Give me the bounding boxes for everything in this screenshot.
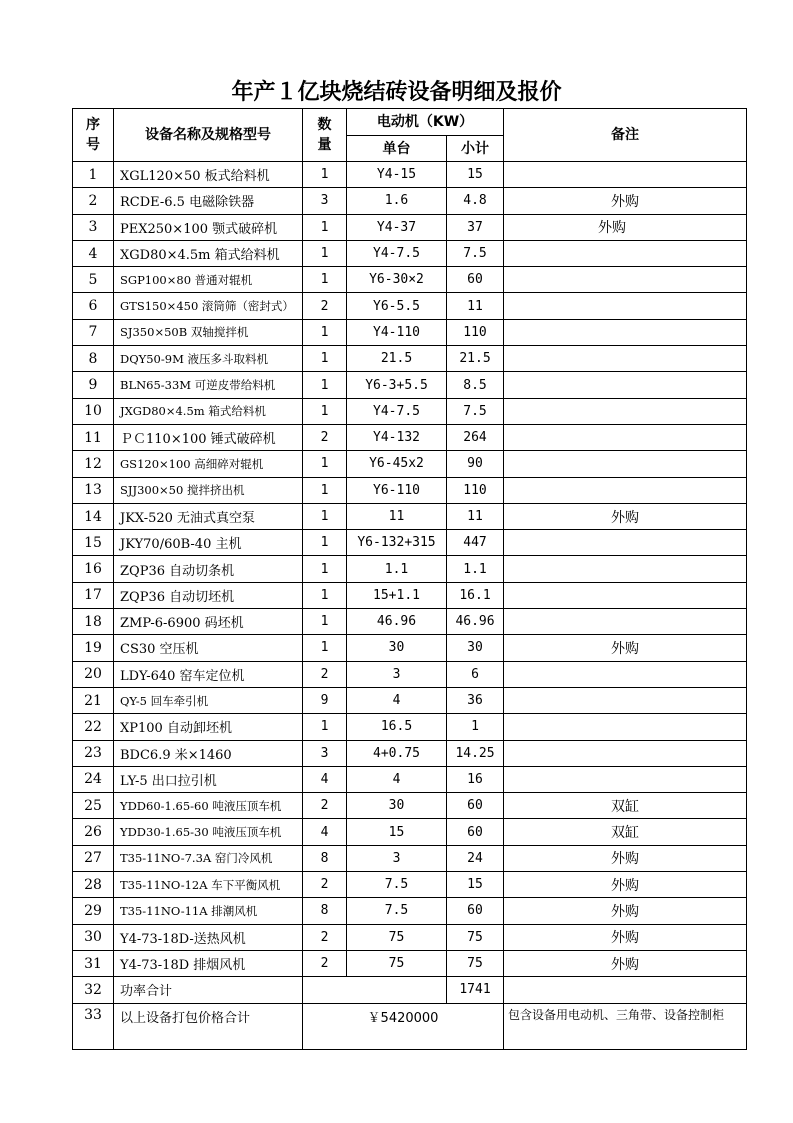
cell-name: YDD30-1.65-30 吨液压顶车机	[114, 819, 303, 845]
cell-no: 5	[73, 267, 114, 293]
cell-sub: 16	[447, 766, 504, 792]
table-row	[73, 372, 747, 398]
cell-name: DQY50-9M 液压多斗取料机	[114, 346, 303, 372]
cell-sub: 24	[447, 845, 504, 871]
table-body	[73, 162, 747, 1050]
table-row	[73, 609, 747, 635]
header-motor: 电动机（KW）	[347, 109, 504, 136]
cell-name: JKX-520 无油式真空泵	[114, 503, 303, 529]
header-qty-text: 数量	[317, 117, 332, 153]
cell-qty: 1	[303, 477, 347, 503]
cell-note: 外购	[504, 845, 747, 871]
header-remark: 备注	[504, 109, 747, 162]
cell-sub: 447	[447, 530, 504, 556]
cell-note	[504, 556, 747, 582]
cell-sub: 16.1	[447, 582, 504, 608]
cell-no: 33	[73, 1003, 114, 1049]
cell-unit: 4+0.75	[347, 740, 447, 766]
cell-qty: 8	[303, 898, 347, 924]
cell-unit: Y4-15	[347, 162, 447, 188]
table-row	[73, 319, 747, 345]
cell-sub: 264	[447, 424, 504, 450]
cell-unit: 21.5	[347, 346, 447, 372]
cell-note	[504, 267, 747, 293]
table-row	[73, 240, 747, 266]
cell-qty: 2	[303, 424, 347, 450]
table-row	[73, 582, 747, 608]
cell-qty: 1	[303, 346, 347, 372]
table-row	[73, 162, 747, 188]
cell-sub: 21.5	[447, 346, 504, 372]
table-row	[73, 714, 747, 740]
cell-name: ZMP-6-6900 码坯机	[114, 609, 303, 635]
price-total-value: ￥5420000	[303, 1003, 504, 1049]
cell-sub: 30	[447, 635, 504, 661]
cell-sub: 11	[447, 293, 504, 319]
cell-name: ＰＣ110×100 锤式破碎机	[114, 424, 303, 450]
equipment-table	[72, 108, 747, 1050]
table-row	[73, 398, 747, 424]
cell-qty: 3	[303, 188, 347, 214]
cell-qty: 4	[303, 766, 347, 792]
header-qty	[303, 109, 347, 162]
cell-name: RCDE-6.5 电磁除铁器	[114, 188, 303, 214]
cell-no: 25	[73, 793, 114, 819]
document-title: 年产１亿块烧结砖设备明细及报价	[231, 80, 562, 105]
cell-name: CS30 空压机	[114, 635, 303, 661]
cell-name: LDY-640 窑车定位机	[114, 661, 303, 687]
cell-qty: 3	[303, 740, 347, 766]
cell-note	[504, 293, 747, 319]
cell-note: 外购	[504, 214, 747, 240]
cell-qty: 1	[303, 240, 347, 266]
table-row	[73, 556, 747, 582]
power-total-label: 功率合计	[114, 977, 303, 1003]
cell-sub: 8.5	[447, 372, 504, 398]
table-row	[73, 845, 747, 871]
cell-sub: 75	[447, 950, 504, 976]
cell-note	[504, 319, 747, 345]
cell-unit: 75	[347, 924, 447, 950]
cell-name: ZQP36 自动切坯机	[114, 582, 303, 608]
cell-no: 20	[73, 661, 114, 687]
cell-sub: 37	[447, 214, 504, 240]
cell-note: 外购	[504, 635, 747, 661]
cell-no: 26	[73, 819, 114, 845]
cell-note	[504, 477, 747, 503]
cell-sub: 15	[447, 872, 504, 898]
cell-unit: Y6-132+315	[347, 530, 447, 556]
cell-name: T35-11NO-11A 排潮风机	[114, 898, 303, 924]
cell-no: 2	[73, 188, 114, 214]
cell-qty: 1	[303, 319, 347, 345]
header-row-1	[73, 109, 747, 136]
cell-unit: Y4-7.5	[347, 398, 447, 424]
header-seq	[73, 109, 114, 162]
table-row	[73, 214, 747, 240]
cell-qty: 2	[303, 950, 347, 976]
cell-unit: 1.1	[347, 556, 447, 582]
cell-qty: 2	[303, 293, 347, 319]
header-seq-text: 序号	[86, 117, 100, 153]
table-row	[73, 346, 747, 372]
cell-no: 10	[73, 398, 114, 424]
cell-sub: 90	[447, 451, 504, 477]
cell-unit: Y4-37	[347, 214, 447, 240]
table-row	[73, 293, 747, 319]
cell-note: 外购	[504, 898, 747, 924]
cell-note: 外购	[504, 950, 747, 976]
cell-note	[504, 372, 747, 398]
cell-name: GTS150×450 滚筒筛（密封式）	[114, 293, 303, 319]
cell-qty: 1	[303, 609, 347, 635]
table-row	[73, 898, 747, 924]
cell-note	[504, 530, 747, 556]
cell-name: LY-5 出口拉引机	[114, 766, 303, 792]
cell-name: Y4-73-18D 排烟风机	[114, 950, 303, 976]
table-row	[73, 451, 747, 477]
cell-note	[504, 424, 747, 450]
cell-name: Y4-73-18D-送热风机	[114, 924, 303, 950]
table-row	[73, 424, 747, 450]
cell-name: T35-11NO-7.3A 窑门冷风机	[114, 845, 303, 871]
cell-qty: 9	[303, 687, 347, 713]
cell-qty: 1	[303, 398, 347, 424]
cell-name: QY-5 回车牵引机	[114, 687, 303, 713]
cell-qty: 2	[303, 924, 347, 950]
table-row	[73, 267, 747, 293]
cell-sub: 60	[447, 267, 504, 293]
cell-sub: 46.96	[447, 609, 504, 635]
cell-note	[504, 766, 747, 792]
cell-unit: 30	[347, 635, 447, 661]
cell-sub: 7.5	[447, 398, 504, 424]
cell-sub: 7.5	[447, 240, 504, 266]
cell-note	[504, 451, 747, 477]
header-name: 设备名称及规格型号	[114, 109, 303, 162]
table-row	[73, 740, 747, 766]
cell-unit: 11	[347, 503, 447, 529]
cell-sub: 14.25	[447, 740, 504, 766]
cell-no: 24	[73, 766, 114, 792]
cell-note	[504, 398, 747, 424]
cell-unit: 3	[347, 845, 447, 871]
price-total-row	[73, 1003, 747, 1049]
cell-no: 30	[73, 924, 114, 950]
cell-unit: Y4-132	[347, 424, 447, 450]
table-row	[73, 950, 747, 976]
cell-qty: 1	[303, 556, 347, 582]
cell-qty: 8	[303, 845, 347, 871]
cell-qty: 1	[303, 503, 347, 529]
cell-no: 9	[73, 372, 114, 398]
cell-no: 14	[73, 503, 114, 529]
cell-unit: Y6-3+5.5	[347, 372, 447, 398]
cell-unit: 15+1.1	[347, 582, 447, 608]
header-subtotal: 小计	[447, 136, 504, 162]
cell-no: 3	[73, 214, 114, 240]
cell-unit: 15	[347, 819, 447, 845]
cell-name: BDC6.9 米×1460	[114, 740, 303, 766]
cell-no: 6	[73, 293, 114, 319]
cell-sub: 6	[447, 661, 504, 687]
power-total-note	[504, 977, 747, 1003]
cell-sub: 60	[447, 898, 504, 924]
cell-note: 外购	[504, 924, 747, 950]
cell-sub: 75	[447, 924, 504, 950]
cell-name: GS120×100 高细碎对辊机	[114, 451, 303, 477]
cell-note	[504, 240, 747, 266]
cell-no: 23	[73, 740, 114, 766]
cell-qty: 1	[303, 162, 347, 188]
cell-qty: 1	[303, 635, 347, 661]
cell-note	[504, 162, 747, 188]
price-total-note: 包含设备用电动机、三角带、设备控制柜	[504, 1003, 747, 1049]
cell-unit: 3	[347, 661, 447, 687]
cell-no: 8	[73, 346, 114, 372]
cell-qty: 1	[303, 530, 347, 556]
cell-qty: 1	[303, 372, 347, 398]
table-row	[73, 661, 747, 687]
cell-qty: 1	[303, 582, 347, 608]
cell-sub: 60	[447, 793, 504, 819]
cell-note: 双缸	[504, 793, 747, 819]
cell-note	[504, 661, 747, 687]
cell-sub: 1	[447, 714, 504, 740]
cell-no: 29	[73, 898, 114, 924]
cell-qty: 1	[303, 714, 347, 740]
cell-name: ZQP36 自动切条机	[114, 556, 303, 582]
cell-note: 双缸	[504, 819, 747, 845]
cell-name: BLN65-33M 可逆皮带给料机	[114, 372, 303, 398]
power-total-value: 1741	[447, 977, 504, 1003]
cell-qty: 1	[303, 214, 347, 240]
cell-unit: 7.5	[347, 872, 447, 898]
cell-unit: Y6-5.5	[347, 293, 447, 319]
cell-sub: 36	[447, 687, 504, 713]
cell-unit: 1.6	[347, 188, 447, 214]
cell-no: 18	[73, 609, 114, 635]
table-row	[73, 819, 747, 845]
cell-no: 17	[73, 582, 114, 608]
cell-qty: 4	[303, 819, 347, 845]
cell-name: XGD80×4.5m 箱式给料机	[114, 240, 303, 266]
cell-unit: Y6-45x2	[347, 451, 447, 477]
cell-no: 22	[73, 714, 114, 740]
cell-no: 32	[73, 977, 114, 1003]
cell-qty: 2	[303, 872, 347, 898]
price-total-label: 以上设备打包价格合计	[114, 1003, 303, 1049]
cell-note	[504, 582, 747, 608]
table-row	[73, 766, 747, 792]
cell-sub: 11	[447, 503, 504, 529]
cell-sub: 4.8	[447, 188, 504, 214]
cell-no: 15	[73, 530, 114, 556]
cell-no: 7	[73, 319, 114, 345]
cell-unit: 4	[347, 766, 447, 792]
cell-unit: 16.5	[347, 714, 447, 740]
table-row	[73, 477, 747, 503]
cell-sub: 60	[447, 819, 504, 845]
table-row	[73, 924, 747, 950]
cell-note: 外购	[504, 503, 747, 529]
cell-no: 1	[73, 162, 114, 188]
table-row	[73, 188, 747, 214]
cell-no: 11	[73, 424, 114, 450]
cell-note: 外购	[504, 872, 747, 898]
cell-name: SJ350×50B 双轴搅拌机	[114, 319, 303, 345]
cell-sub: 110	[447, 319, 504, 345]
cell-name: JKY70/60B-40 主机	[114, 530, 303, 556]
cell-no: 16	[73, 556, 114, 582]
cell-sub: 15	[447, 162, 504, 188]
table-row	[73, 530, 747, 556]
cell-unit: 7.5	[347, 898, 447, 924]
cell-unit: Y4-7.5	[347, 240, 447, 266]
cell-no: 31	[73, 950, 114, 976]
table-row	[73, 503, 747, 529]
cell-unit: 75	[347, 950, 447, 976]
table-row	[73, 687, 747, 713]
cell-no: 28	[73, 872, 114, 898]
cell-name: SGP100×80 普通对辊机	[114, 267, 303, 293]
cell-name: JXGD80×4.5m 箱式给料机	[114, 398, 303, 424]
cell-note: 外购	[504, 188, 747, 214]
power-total-row	[73, 977, 747, 1003]
cell-sub: 1.1	[447, 556, 504, 582]
cell-qty: 1	[303, 451, 347, 477]
cell-no: 12	[73, 451, 114, 477]
table-row	[73, 793, 747, 819]
cell-unit: 30	[347, 793, 447, 819]
cell-note	[504, 714, 747, 740]
cell-name: XGL120×50 板式给料机	[114, 162, 303, 188]
cell-name: YDD60-1.65-60 吨液压顶车机	[114, 793, 303, 819]
cell-unit: Y6-30×2	[347, 267, 447, 293]
cell-unit: 4	[347, 687, 447, 713]
cell-qty: 2	[303, 793, 347, 819]
power-total-blank	[303, 977, 447, 1003]
cell-unit: Y4-110	[347, 319, 447, 345]
cell-sub: 110	[447, 477, 504, 503]
cell-no: 4	[73, 240, 114, 266]
header-unit: 单台	[347, 136, 447, 162]
cell-note	[504, 740, 747, 766]
table-row	[73, 872, 747, 898]
cell-no: 19	[73, 635, 114, 661]
cell-unit: 46.96	[347, 609, 447, 635]
cell-no: 27	[73, 845, 114, 871]
cell-name: XP100 自动卸坯机	[114, 714, 303, 740]
table-row	[73, 635, 747, 661]
cell-note	[504, 687, 747, 713]
cell-qty: 1	[303, 267, 347, 293]
cell-note	[504, 609, 747, 635]
cell-note	[504, 346, 747, 372]
cell-qty: 2	[303, 661, 347, 687]
cell-no: 13	[73, 477, 114, 503]
cell-name: T35-11NO-12A 车下平衡风机	[114, 872, 303, 898]
cell-name: SJJ300×50 搅拌挤出机	[114, 477, 303, 503]
cell-name: PEX250×100 颚式破碎机	[114, 214, 303, 240]
cell-unit: Y6-110	[347, 477, 447, 503]
cell-no: 21	[73, 687, 114, 713]
